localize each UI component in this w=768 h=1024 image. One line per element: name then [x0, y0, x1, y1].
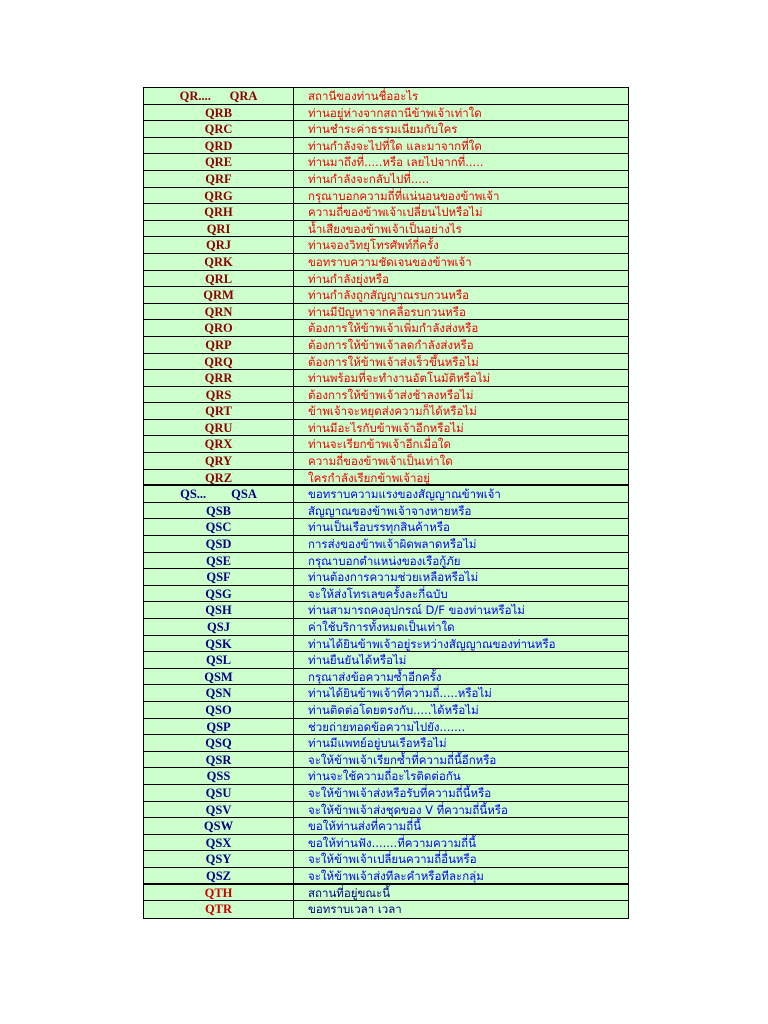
table-row [144, 486, 628, 503]
table-row [144, 868, 628, 885]
table-row [144, 138, 628, 155]
q-code-cell: QRX [144, 436, 294, 452]
q-code-cell: QSR [144, 752, 294, 768]
meaning-cell: ท่านกำลังจะกลับไปที่..... [308, 171, 430, 186]
table-row [144, 254, 628, 271]
q-code-cell: QSJ [144, 619, 294, 635]
meaning-cell: การส่งของข้าพเจ้าผิดพลาดหรือไม่ [308, 537, 477, 552]
meaning-cell: ท่านสามารถคงอุปกรณ์ D/F ของท่านหรือไม่ [308, 603, 525, 618]
meaning-cell: ท่านมีปัญหาจากคลื่อรบกวนหรือ [308, 304, 466, 319]
meaning-cell: ความถี่ของข้าพเจ้าเปลี่ยนไปหรือไม่ [308, 205, 483, 220]
meaning-cell: จะให้ข้าพเจ้าเปลี่ยนความถี่อื่นหรือ [308, 852, 477, 867]
meaning-cell: จะให้ข้าพเจ้าส่งทีละคำหรือทีละกลุ่ม [308, 868, 484, 883]
meaning-cell: สัญญาณของข้าพเจ้าจางหายหรือ [308, 503, 472, 518]
table-row [144, 88, 628, 105]
q-code-cell: QRS [144, 387, 294, 403]
meaning-cell: ท่านต้องการความช่วยเหลือหรือไม่ [308, 570, 479, 585]
meaning-cell: จะให้ข้าพเจ้าส่งชุดของ V ที่ความถี่นี้หรือ [308, 802, 508, 817]
q-code-cell: QRN [144, 304, 294, 320]
q-code-cell: QRQ [144, 354, 294, 370]
table-row [144, 121, 628, 138]
q-code-cell: QSX [144, 835, 294, 851]
table-row [144, 802, 628, 819]
meaning-cell: ขอทราบความชัดเจนของข้าพเจ้า [308, 254, 472, 269]
q-code-cell: QSZ [144, 868, 294, 883]
q-code-cell: QTH [144, 885, 294, 901]
table-row [144, 387, 628, 404]
table-row [144, 851, 628, 868]
q-code-cell: QRD [144, 138, 294, 154]
q-code-cell: QRJ [144, 237, 294, 253]
meaning-cell: ท่านจะใช้ความถี่อะไรติดต่อกัน [308, 769, 461, 784]
table-row [144, 470, 628, 487]
meaning-cell: ท่านกำลังถูกสัญญาณรบกวนหรือ [308, 288, 470, 303]
meaning-cell: จะให้ข้าพเจ้าส่งหรือรับที่ความถี่นี้หรือ [308, 785, 492, 800]
q-code-cell: QSK [144, 636, 294, 652]
table-row [144, 885, 628, 902]
table-row [144, 586, 628, 603]
meaning-cell: ท่านยืนยันได้หรือไม่ [308, 653, 407, 668]
meaning-cell: กรุณาบอกตำแหน่งของเรือกู้ภัย [308, 553, 461, 568]
table-row [144, 436, 628, 453]
table-row [144, 602, 628, 619]
meaning-cell: น้ำเสียงของข้าพเจ้าเป็นอย่างไร [308, 221, 462, 236]
meaning-cell: ท่านชำระค่าธรรมเนียมกับใคร [308, 122, 458, 137]
table-row [144, 735, 628, 752]
table-row [144, 271, 628, 288]
meaning-cell: สถานีของท่านชื่ออะไร [308, 89, 419, 103]
meaning-cell: กรุณาบอกความถี่ที่แน่นอนของข้าพเจ้า [308, 188, 500, 203]
table-row [144, 519, 628, 536]
q-code-cell: QSY [144, 851, 294, 867]
q-code-cell: QRI [144, 221, 294, 237]
meaning-cell: ท่านมาถึงที่.....หรือ เลยไปจากที่..... [308, 155, 484, 170]
q-code-cell: QSC [144, 519, 294, 535]
meaning-cell: ท่านอยู่ห่างจากสถานีข้าพเจ้าเท่าใด [308, 105, 482, 120]
meaning-cell: จะให้ข้าพเจ้าเรียกซ้ำที่ความถี่นี้อีกหรือ [308, 752, 497, 767]
table-row [144, 420, 628, 437]
q-code-cell: QTR [144, 901, 294, 918]
q-code-cell: QRL [144, 271, 294, 287]
q-code-cell: QRC [144, 121, 294, 137]
meaning-cell: ค่าใช้บริการทั้งหมดเป็นเท่าใด [308, 620, 455, 634]
meaning-cell: สถานที่อยู่ขณะนี้ [308, 885, 391, 900]
meaning-cell: ต้องการให้ข้าพเจ้าส่งเร็วขึ้นหรือไม่ [308, 354, 479, 369]
meaning-cell: ท่านพร้อมที่จะทำงานอัตโนมัติหรือไม่ [308, 371, 491, 386]
q-code-cell: QSS [144, 768, 294, 784]
meaning-cell: ขอให้ท่านฟัง.......ที่ความความถี่นี้ [308, 835, 476, 850]
q-code-cell: QRG [144, 188, 294, 204]
q-code-cell: QRK [144, 254, 294, 270]
q-code-cell: QSW [144, 818, 294, 834]
meaning-cell: ขอให้ท่านส่งที่ความถี่นี้ [308, 819, 422, 834]
table-row [144, 669, 628, 686]
table-row [144, 553, 628, 570]
table-row [144, 287, 628, 304]
table-row [144, 171, 628, 188]
table-row [144, 768, 628, 785]
table-row [144, 337, 628, 354]
table-row [144, 105, 628, 122]
table-row [144, 354, 628, 371]
meaning-cell: ข้าพเจ้าจะหยุดส่งความก็ได้หรือไม่ [308, 404, 477, 419]
q-code-cell: QSN [144, 685, 294, 701]
table-row [144, 320, 628, 337]
q-code-cell: QRR [144, 370, 294, 386]
table-row [144, 221, 628, 238]
q-code-cell: QSU [144, 785, 294, 801]
table-row [144, 503, 628, 520]
q-code-cell: QSM [144, 669, 294, 685]
q-code-cell: QSE [144, 553, 294, 569]
q-code-cell: QRM [144, 287, 294, 303]
q-code-cell: QRY [144, 453, 294, 469]
table-row [144, 835, 628, 852]
meaning-cell: ต้องการให้ข้าพเจ้าเพิ่มกำลังส่งหรือ [308, 321, 479, 336]
q-code-cell: QRZ [144, 470, 294, 485]
q-code-cell: QSD [144, 536, 294, 552]
q-code-cell: QSG [144, 586, 294, 602]
table-row [144, 204, 628, 221]
meaning-cell: ท่านมีแพทย์อยู่บนเรือหรือไม่ [308, 736, 447, 751]
table-row [144, 370, 628, 387]
table-row [144, 901, 628, 918]
meaning-cell: ท่านจองวิทยุโทรศัพท์กี่ครั้ง [308, 238, 439, 253]
meaning-cell: ความถี่ของข้าพเจ้าเป็นเท่าใด [308, 454, 453, 469]
q-code-cell: QRO [144, 320, 294, 336]
q-code-cell: QSL [144, 652, 294, 668]
table-row [144, 785, 628, 802]
q-code-cell: QRP [144, 337, 294, 353]
table-row [144, 636, 628, 653]
q-code-cell: QRE [144, 154, 294, 170]
q-code-cell: QS... QSA [144, 486, 294, 502]
q-code-cell: QRH [144, 204, 294, 220]
meaning-cell: ท่านมีอะไรกับข้าพเจ้าอีกหรือไม่ [308, 420, 464, 435]
q-code-cell: QRU [144, 420, 294, 436]
meaning-cell: ท่านกำลังยุ่งหรือ [308, 271, 389, 286]
table-row [144, 702, 628, 719]
q-code-cell: QR.... QRA [144, 88, 294, 104]
meaning-cell: ต้องการให้ข้าพเจ้าส่งช้าลงหรือไม่ [308, 387, 474, 402]
table-row [144, 403, 628, 420]
q-code-cell: QSP [144, 719, 294, 735]
meaning-cell: ท่านจะเรียกข้าพเจ้าอีกเมื่อใด [308, 437, 452, 452]
table-row [144, 685, 628, 702]
q-code-cell: QSF [144, 569, 294, 585]
meaning-cell: ขอทราบความแรงของสัญญาณข้าพเจ้า [308, 487, 501, 502]
meaning-cell: ท่านเป็นเรือบรรทุกสินค้าหรือ [308, 520, 450, 535]
q-code-cell: QSH [144, 602, 294, 618]
meaning-cell: ท่านกำลังจะไปที่ใด และมาจากที่ใด [308, 138, 482, 153]
meaning-cell: กรุณาส่งข้อความซ้ำอีกครั้ง [308, 669, 442, 684]
table-row [144, 752, 628, 769]
table-row [144, 619, 628, 636]
meaning-cell: ใครกำลังเรียกข้าพเจ้าอยู่ [308, 470, 431, 485]
table-row [144, 453, 628, 470]
table-row [144, 237, 628, 254]
q-code-cell: QSV [144, 802, 294, 818]
table-row [144, 719, 628, 736]
meaning-cell: ท่านได้ยินข้าพเจ้าที่ความถี่.....หรือไม่ [308, 686, 492, 701]
table-row [144, 154, 628, 171]
meaning-cell: จะให้ส่งโทรเลขครั้งละกี่ฉบับ [308, 586, 448, 601]
table-row [144, 304, 628, 321]
table-row [144, 818, 628, 835]
table-row [144, 536, 628, 553]
table-row [144, 569, 628, 586]
table-row [144, 188, 628, 205]
q-code-table [143, 87, 629, 919]
meaning-cell: ขอทราบเวลา เวลา [308, 902, 402, 917]
q-code-cell: QRF [144, 171, 294, 187]
meaning-cell: ท่านติดต่อโดยตรงกับ.....ได้หรือไม่ [308, 702, 479, 717]
q-code-cell: QSB [144, 503, 294, 519]
q-code-cell: QSQ [144, 735, 294, 751]
meaning-cell: ช่วยถ่ายทอดข้อความไปยัง....... [308, 719, 466, 734]
meaning-cell: ต้องการให้ข้าพเจ้าลดกำลังส่งหรือ [308, 337, 474, 352]
q-code-cell: QSO [144, 702, 294, 718]
q-code-cell: QRT [144, 403, 294, 419]
q-code-cell: QRB [144, 105, 294, 121]
table-row [144, 652, 628, 669]
meaning-cell: ท่านได้ยินข้าพเจ้าอยู่ระหว่างสัญญาณของท่านหรือ [308, 636, 556, 651]
